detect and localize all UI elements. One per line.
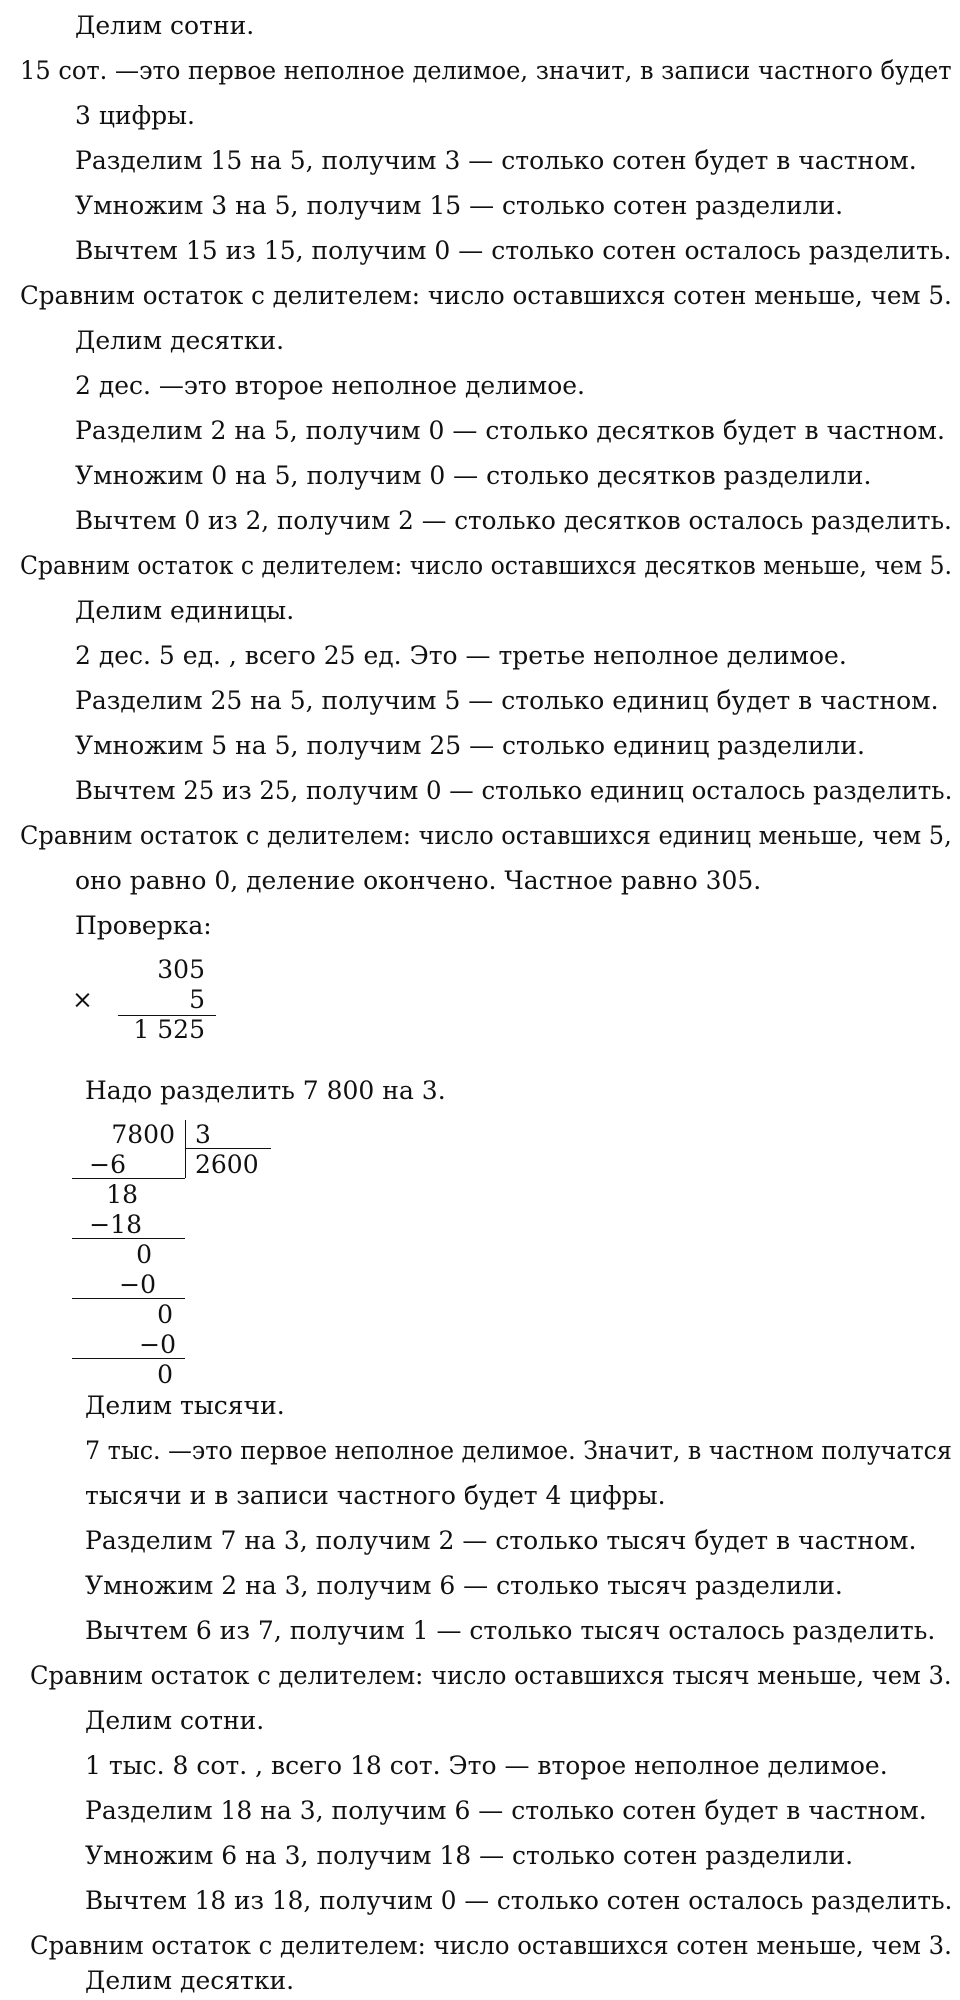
text-line: Вычтем 0 из 2, получим 2 — столько десятков осталось разделить. [75, 506, 952, 535]
text-line: Делим тысячи. [85, 1391, 285, 1420]
text-line: 2 дес. —это второе неполное делимое. [75, 371, 585, 400]
division-dividend: 7800 [111, 1120, 175, 1149]
text-line: 3 цифры. [75, 101, 196, 130]
text-line: Разделим 2 на 5, получим 0 — столько десятков будет в частном. [75, 416, 945, 445]
text-line: Вычтем 15 из 15, получим 0 — столько сотен осталось разделить. [75, 236, 952, 265]
division-step: 18 [106, 1180, 138, 1209]
text-line: Умножим 3 на 5, получим 15 — столько сотен разделили. [75, 191, 844, 220]
division-step-line [72, 1238, 185, 1239]
division-step: −18 [89, 1210, 142, 1239]
text-line: Вычтем 18 из 18, получим 0 — столько сотен осталось разделить. [85, 1886, 953, 1915]
text-line: Сравним остаток с делителем: число оставшихся единиц меньше, чем 5, [20, 821, 952, 850]
text-line: тысячи и в записи частного будет 4 цифры. [85, 1481, 666, 1510]
text-line: Разделим 15 на 5, получим 3 — столько сотен будет в частном. [75, 146, 917, 175]
division-step-line [72, 1298, 185, 1299]
division-step: 0 [136, 1240, 152, 1269]
text-line: Делим десятки. [75, 326, 285, 355]
division-quotient: 2600 [195, 1150, 259, 1179]
text-line: Вычтем 6 из 7, получим 1 — столько тысяч осталось разделить. [85, 1616, 936, 1645]
division-step: −0 [139, 1330, 176, 1359]
text-line: Сравним остаток с делителем: число оставшихся сотен меньше, чем 5. [20, 281, 952, 310]
text-line: Умножим 2 на 3, получим 6 — столько тысяч разделили. [85, 1571, 843, 1600]
text-line: Делим десятки. [85, 1966, 295, 1995]
division-step: 0 [157, 1360, 173, 1389]
text-line: Проверка: [75, 911, 212, 940]
text-line: оно равно 0, деление окончено. Частное равно 305. [75, 866, 762, 895]
check-multiplicand: 305 [157, 955, 205, 984]
text-line: Сравним остаток с делителем: число оставшихся десятков меньше, чем 5. [20, 551, 953, 580]
division-step-line [72, 1178, 185, 1179]
text-line: 15 сот. —это первое неполное делимое, значит, в записи частного будет [20, 56, 952, 85]
text-line: Вычтем 25 из 25, получим 0 — столько единиц осталось разделить. [75, 776, 953, 805]
text-line: Сравним остаток с делителем: число оставшихся сотен меньше, чем 3. [30, 1931, 952, 1960]
text-line: Умножим 5 на 5, получим 25 — столько единиц разделили. [75, 731, 866, 760]
text-line: Умножим 0 на 5, получим 0 — столько десятков разделили. [75, 461, 872, 490]
check-product: 1 525 [133, 1015, 205, 1044]
division-step-line [72, 1358, 185, 1359]
text-line: 2 дес. 5 ед. , всего 25 ед. Это — третье неполное делимое. [75, 641, 847, 670]
text-line: Умножим 6 на 3, получим 18 — столько сотен разделили. [85, 1841, 854, 1870]
text-line: 7 тыс. —это первое неполное делимое. Значит, в частном получатся [85, 1436, 952, 1465]
division-step: −6 [89, 1150, 126, 1179]
text-line: 1 тыс. 8 сот. , всего 18 сот. Это — второе неполное делимое. [85, 1751, 888, 1780]
division-vertical-bar [185, 1120, 186, 1178]
division-divisor: 3 [195, 1120, 211, 1149]
text-line: Делим единицы. [75, 596, 295, 625]
multiply-sign: × [72, 985, 93, 1014]
text-line: Делим сотни. [75, 11, 255, 40]
text-line: Сравним остаток с делителем: число оставшихся тысяч меньше, чем 3. [30, 1661, 952, 1690]
text-line: Разделим 25 на 5, получим 5 — столько единиц будет в частном. [75, 686, 939, 715]
task-title: Надо разделить 7 800 на 3. [85, 1076, 446, 1105]
division-step: 0 [157, 1300, 173, 1329]
division-step: −0 [119, 1270, 156, 1299]
text-line: Делим сотни. [85, 1706, 265, 1735]
text-line: Разделим 7 на 3, получим 2 — столько тысяч будет в частном. [85, 1526, 917, 1555]
check-multiplier: 5 [189, 985, 205, 1014]
text-line: Разделим 18 на 3, получим 6 — столько сотен будет в частном. [85, 1796, 927, 1825]
